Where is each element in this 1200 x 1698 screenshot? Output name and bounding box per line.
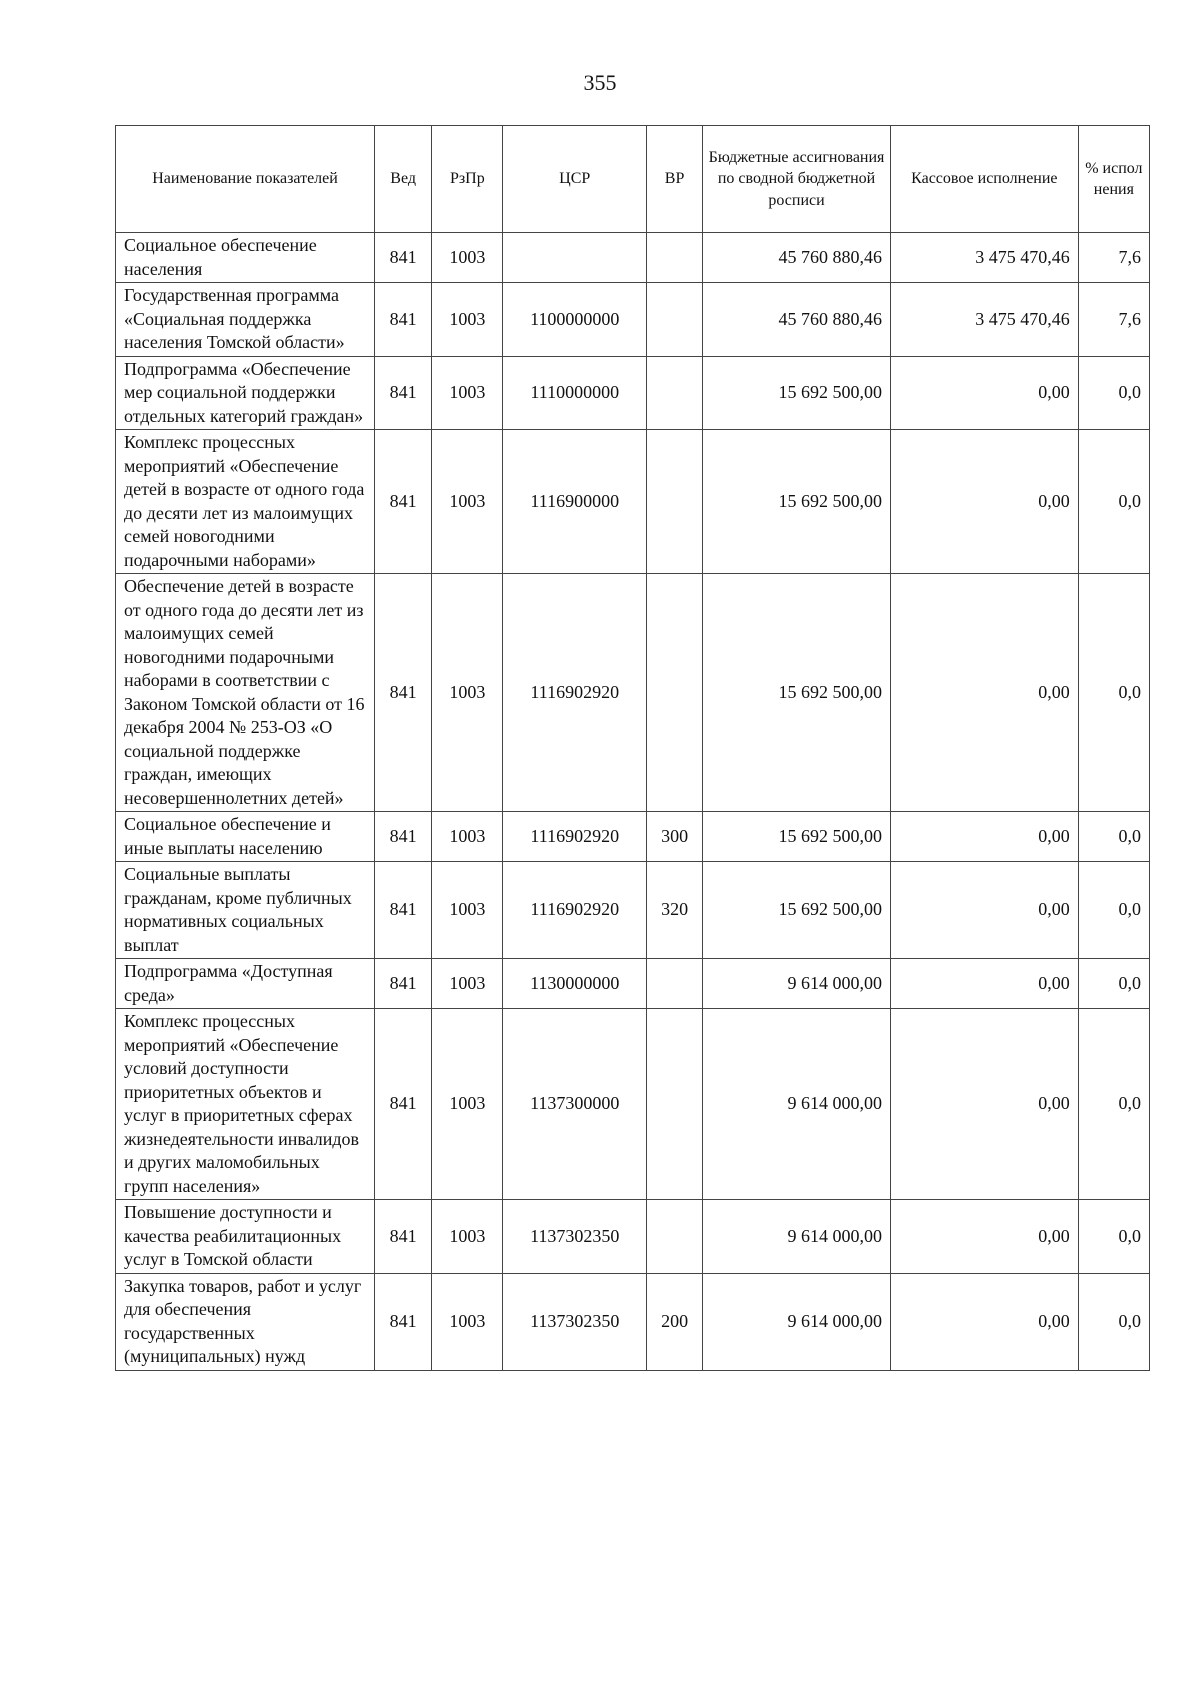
row-percent: 7,6 <box>1078 233 1149 283</box>
table-row <box>116 812 1150 862</box>
row-vr <box>647 283 703 357</box>
table-row <box>116 283 1150 357</box>
row-percent: 0,0 <box>1078 430 1149 574</box>
row-percent: 0,0 <box>1078 812 1149 862</box>
table-row <box>116 430 1150 574</box>
row-percent: 0,0 <box>1078 959 1149 1009</box>
row-rzpr: 1003 <box>432 430 503 574</box>
row-ved: 841 <box>375 233 432 283</box>
table-header-row <box>116 126 1150 233</box>
row-percent: 0,0 <box>1078 356 1149 430</box>
row-vr <box>647 430 703 574</box>
row-percent: 0,0 <box>1078 862 1149 959</box>
row-rzpr: 1003 <box>432 356 503 430</box>
row-name: Подпрограмма «Обеспечение мер социальной поддержки отдельных категорий граждан» <box>116 356 375 430</box>
row-budget: 15 692 500,00 <box>703 574 891 812</box>
header-ved: Вед <box>375 126 432 233</box>
row-cash: 3 475 470,46 <box>890 233 1078 283</box>
table-row <box>116 356 1150 430</box>
row-name: Повышение доступности и качества реабилитационных услуг в Томской области <box>116 1200 375 1274</box>
row-budget: 9 614 000,00 <box>703 1273 891 1370</box>
row-cash: 0,00 <box>890 1200 1078 1274</box>
row-ved: 841 <box>375 1200 432 1274</box>
row-name: Социальные выплаты гражданам, кроме публичных нормативных социальных выплат <box>116 862 375 959</box>
row-cash: 0,00 <box>890 812 1078 862</box>
row-rzpr: 1003 <box>432 233 503 283</box>
row-cash: 3 475 470,46 <box>890 283 1078 357</box>
row-rzpr: 1003 <box>432 1009 503 1200</box>
row-vr <box>647 959 703 1009</box>
header-percent: % испол нения <box>1078 126 1149 233</box>
row-name: Социальное обеспечение населения <box>116 233 375 283</box>
header-name: Наименование показателей <box>116 126 375 233</box>
row-vr: 320 <box>647 862 703 959</box>
row-name: Подпрограмма «Доступная среда» <box>116 959 375 1009</box>
budget-table <box>115 125 1150 1371</box>
row-cash: 0,00 <box>890 1009 1078 1200</box>
table-row <box>116 233 1150 283</box>
row-csr: 1110000000 <box>503 356 647 430</box>
table-row <box>116 959 1150 1009</box>
row-vr <box>647 1009 703 1200</box>
header-cash: Кассовое исполнение <box>890 126 1078 233</box>
row-percent: 7,6 <box>1078 283 1149 357</box>
row-vr <box>647 356 703 430</box>
row-rzpr: 1003 <box>432 574 503 812</box>
header-budget: Бюджетные ассигнования по сводной бюджетной росписи <box>703 126 891 233</box>
row-ved: 841 <box>375 283 432 357</box>
row-name: Государственная программа «Социальная поддержка населения Томской области» <box>116 283 375 357</box>
row-ved: 841 <box>375 862 432 959</box>
row-rzpr: 1003 <box>432 862 503 959</box>
row-rzpr: 1003 <box>432 1273 503 1370</box>
row-percent: 0,0 <box>1078 1200 1149 1274</box>
row-csr: 1116902920 <box>503 862 647 959</box>
row-name: Социальное обеспечение и иные выплаты населению <box>116 812 375 862</box>
row-csr: 1100000000 <box>503 283 647 357</box>
row-cash: 0,00 <box>890 356 1078 430</box>
row-vr <box>647 1200 703 1274</box>
table-row <box>116 1273 1150 1370</box>
header-vr: ВР <box>647 126 703 233</box>
row-percent: 0,0 <box>1078 1009 1149 1200</box>
row-budget: 15 692 500,00 <box>703 812 891 862</box>
row-csr: 1137300000 <box>503 1009 647 1200</box>
row-cash: 0,00 <box>890 1273 1078 1370</box>
row-cash: 0,00 <box>890 959 1078 1009</box>
row-name: Комплекс процессных мероприятий «Обеспечение условий доступности приоритетных объектов и услуг в приоритетных сферах жизнедеятельности инвалидов и других маломобильных групп населения» <box>116 1009 375 1200</box>
row-csr: 1116902920 <box>503 812 647 862</box>
row-rzpr: 1003 <box>432 959 503 1009</box>
table-row <box>116 1009 1150 1200</box>
row-cash: 0,00 <box>890 430 1078 574</box>
row-budget: 9 614 000,00 <box>703 959 891 1009</box>
row-name: Комплекс процессных мероприятий «Обеспечение детей в возрасте от одного года до десяти лет из малоимущих семей новогодними подарочными наборами» <box>116 430 375 574</box>
row-csr <box>503 233 647 283</box>
row-budget: 9 614 000,00 <box>703 1200 891 1274</box>
row-rzpr: 1003 <box>432 812 503 862</box>
row-cash: 0,00 <box>890 574 1078 812</box>
header-rzpr: РзПр <box>432 126 503 233</box>
row-ved: 841 <box>375 812 432 862</box>
table-row <box>116 574 1150 812</box>
row-percent: 0,0 <box>1078 574 1149 812</box>
row-rzpr: 1003 <box>432 1200 503 1274</box>
header-csr: ЦСР <box>503 126 647 233</box>
row-csr: 1137302350 <box>503 1200 647 1274</box>
row-budget: 45 760 880,46 <box>703 233 891 283</box>
row-csr: 1137302350 <box>503 1273 647 1370</box>
row-name: Обеспечение детей в возрасте от одного года до десяти лет из малоимущих семей новогодними подарочными наборами в соответствии с Законом Томской области от 16 декабря 2004 № 253-ОЗ «О социальной поддержке граждан, имеющих несовершеннолетних детей» <box>116 574 375 812</box>
row-ved: 841 <box>375 1273 432 1370</box>
table-row <box>116 862 1150 959</box>
row-vr <box>647 574 703 812</box>
row-budget: 15 692 500,00 <box>703 430 891 574</box>
row-rzpr: 1003 <box>432 283 503 357</box>
row-cash: 0,00 <box>890 862 1078 959</box>
row-budget: 15 692 500,00 <box>703 356 891 430</box>
row-ved: 841 <box>375 1009 432 1200</box>
row-vr <box>647 233 703 283</box>
row-ved: 841 <box>375 574 432 812</box>
page-number: 355 <box>583 70 617 95</box>
row-csr: 1116902920 <box>503 574 647 812</box>
row-ved: 841 <box>375 959 432 1009</box>
row-budget: 15 692 500,00 <box>703 862 891 959</box>
row-ved: 841 <box>375 430 432 574</box>
row-name: Закупка товаров, работ и услуг для обеспечения государственных (муниципальных) нужд <box>116 1273 375 1370</box>
row-percent: 0,0 <box>1078 1273 1149 1370</box>
row-vr: 200 <box>647 1273 703 1370</box>
row-csr: 1116900000 <box>503 430 647 574</box>
row-vr: 300 <box>647 812 703 862</box>
row-ved: 841 <box>375 356 432 430</box>
row-budget: 9 614 000,00 <box>703 1009 891 1200</box>
row-budget: 45 760 880,46 <box>703 283 891 357</box>
row-csr: 1130000000 <box>503 959 647 1009</box>
table-row <box>116 1200 1150 1274</box>
